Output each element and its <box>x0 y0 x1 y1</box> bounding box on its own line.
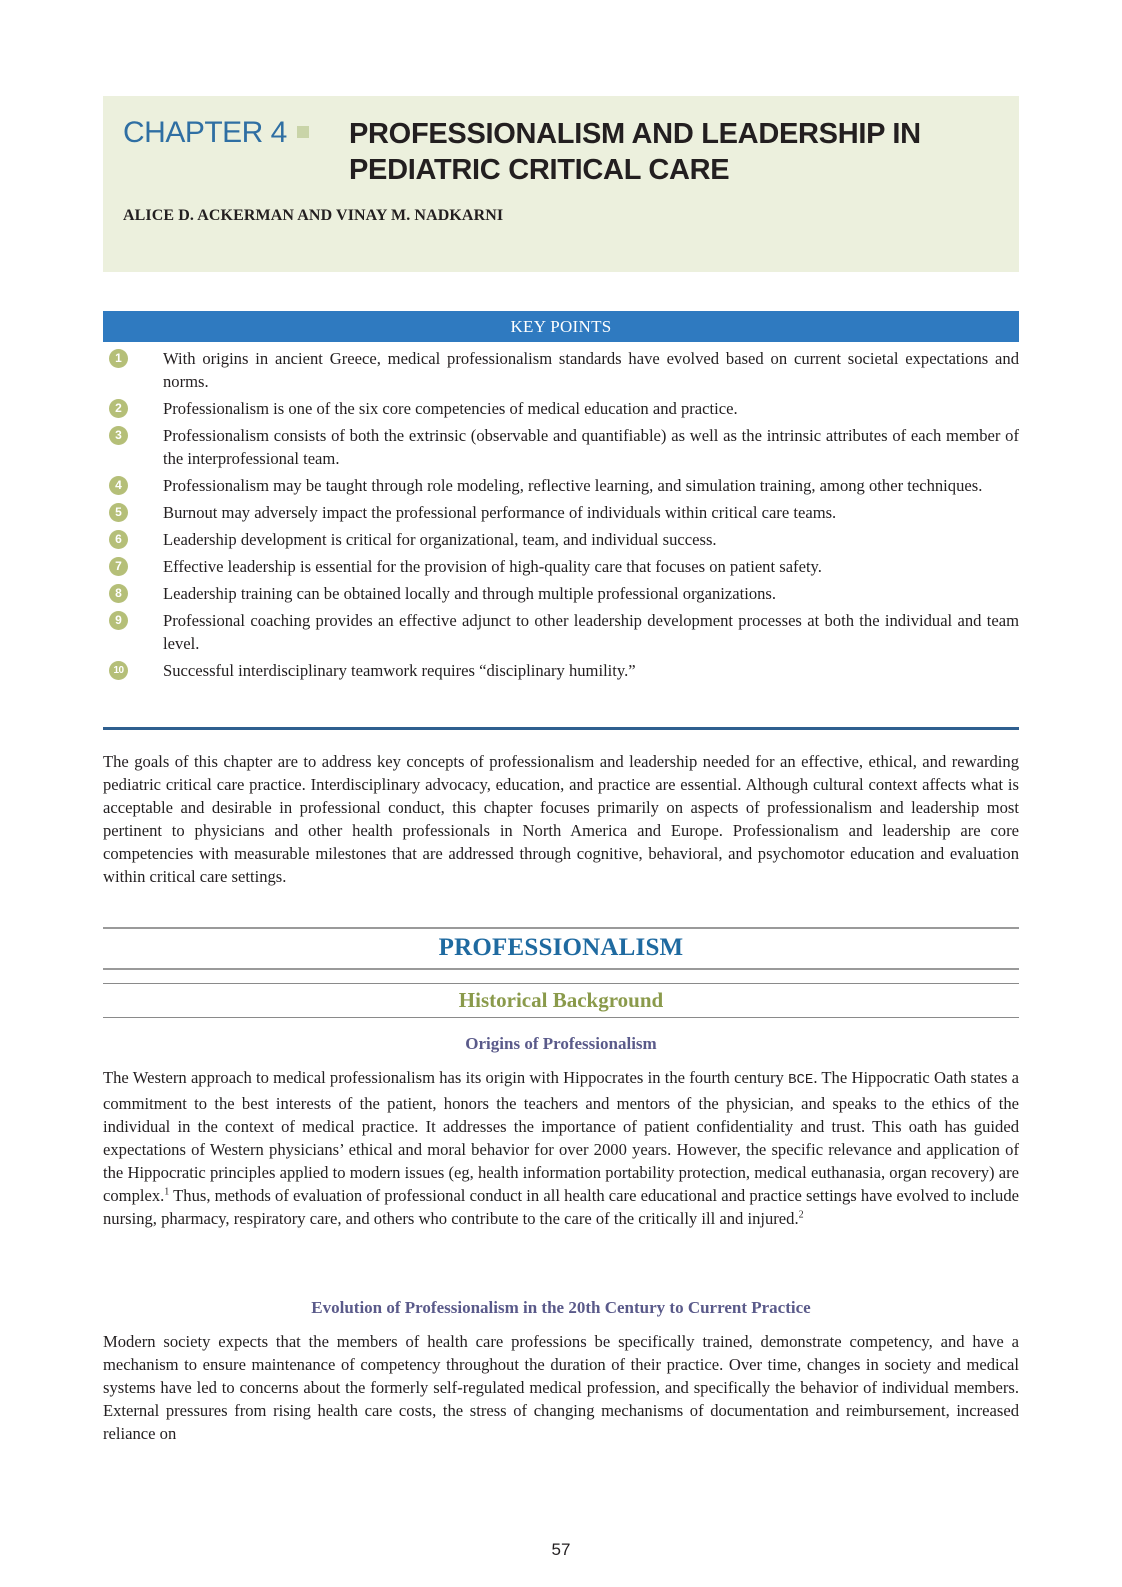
chapter-authors: ALICE D. ACKERMAN AND VINAY M. NADKARNI <box>123 207 504 224</box>
chapter-title-line-1: PROFESSIONALISM AND LEADERSHIP IN <box>349 118 921 150</box>
key-point-text: Professional coaching provides an effective adjunct to other leadership development processes at both the individual and team level. <box>163 611 1019 653</box>
key-point-item <box>103 501 1019 524</box>
section-rule-top <box>103 927 1019 929</box>
section-rule-bottom <box>103 968 1019 970</box>
origins-paragraph <box>103 1066 1019 1230</box>
chapter-header <box>103 96 1019 272</box>
number-circle-icon: 5 <box>109 503 128 522</box>
key-point-item <box>103 555 1019 578</box>
number-circle-icon: 10 <box>109 661 128 680</box>
subsection-rule-bottom <box>103 1017 1019 1018</box>
square-bullet-icon <box>297 126 309 138</box>
key-point-item <box>103 347 1019 393</box>
reference-marker[interactable]: 1 <box>164 1186 170 1198</box>
subsection-rule-top <box>103 983 1019 984</box>
key-points-heading: KEY POINTS <box>103 311 1019 342</box>
key-point-item <box>103 397 1019 420</box>
chapter-title <box>349 116 989 188</box>
key-point-item <box>103 609 1019 655</box>
key-point-text: Successful interdisciplinary teamwork requires “disciplinary humility.” <box>163 661 636 680</box>
number-circle-icon: 6 <box>109 530 128 549</box>
key-point-text: Leadership development is critical for organizational, team, and individual success. <box>163 530 717 549</box>
chapter-number: CHAPTER 4 <box>123 116 287 149</box>
key-point-text: Professionalism consists of both the extrinsic (observable and quantifiable) as well as the intrinsic attributes of each member of the interprofessional team. <box>163 426 1019 468</box>
key-point-text: Professionalism is one of the six core competencies of medical education and practice. <box>163 399 738 418</box>
key-point-item <box>103 659 1019 682</box>
number-circle-icon: 9 <box>109 611 128 630</box>
page-number: 57 <box>551 1540 571 1559</box>
evolution-heading: Evolution of Professionalism in the 20th Century to Current Practice <box>311 1298 811 1317</box>
key-point-text: Leadership training can be obtained locally and through multiple professional organizations. <box>163 584 777 603</box>
key-point-text: With origins in ancient Greece, medical professionalism standards have evolved based on current societal expectations and norms. <box>163 349 1019 391</box>
origins-heading: Origins of Professionalism <box>465 1034 657 1053</box>
number-circle-icon: 2 <box>109 399 128 418</box>
subsection-title: Historical Background <box>458 988 664 1012</box>
key-points-divider <box>103 727 1019 730</box>
number-circle-icon: 4 <box>109 476 128 495</box>
evolution-paragraph: Modern society expects that the members of health care professions be specifically trained, demonstrate competency, and have a mechanism to ensure maintenance of competency throughout the duration of their practice. Over time, changes in society and medical systems have led to concerns about the formerly self-regulated medical profession, and specifically the behavior of individual members. External pressures from rising health care costs, the stress of changing mechanisms of documentation and reimbursement, increased reliance on <box>103 1332 1019 1443</box>
number-circle-icon: 8 <box>109 584 128 603</box>
key-points-list <box>103 347 1019 686</box>
key-point-text: Effective leadership is essential for the provision of high-quality care that focuses on patient safety. <box>163 557 822 576</box>
reference-marker[interactable]: 2 <box>798 1209 804 1221</box>
origins-text-b: . The Hippocratic Oath states a commitment to the best interests of the patient, honors the teachers and mentors of the physician, and speaks to the ethics of the individual in the context of medical practice. It addresses the importance of patient confidentiality and trust. This oath has guided expectations of Western physicians’ ethical and moral behavior for over 2000 years. However, the specific relevance and application of the Hippocratic principles applied to modern issues (eg, health information portability protection, medical euthanasia, organ recovery) are complex. <box>103 1068 1020 1205</box>
number-circle-icon: 7 <box>109 557 128 576</box>
chapter-label <box>123 116 309 150</box>
section-title: PROFESSIONALISM <box>438 934 684 961</box>
chapter-title-line-2: PEDIATRIC CRITICAL CARE <box>349 154 730 186</box>
number-circle-icon: 3 <box>109 426 128 445</box>
origins-text-a: The Western approach to medical professionalism has its origin with Hippocrates in the fourth century <box>103 1068 789 1087</box>
origins-text-c: Thus, methods of evaluation of professional conduct in all health care educational and practice settings have evolved to include nursing, pharmacy, respiratory care, and others who contribute to the care of the critically ill and injured. <box>103 1186 1019 1228</box>
intro-paragraph: The goals of this chapter are to address key concepts of professionalism and leadership needed for an effective, ethical, and rewarding pediatric critical care practice. Interdisciplinary advocacy, education, and practice are essential. Although cultural context affects what is acceptable and desirable in professional conduct, this chapter focuses primarily on aspects of professionalism and leadership most pertinent to physicians and other health professionals in North America and Europe. Professionalism and leadership are core competencies with measurable milestones that are addressed through cognitive, behavioral, and psychomotor education and evaluation within critical care settings. <box>103 752 1019 886</box>
key-point-item <box>103 424 1019 470</box>
key-point-text: Professionalism may be taught through role modeling, reflective learning, and simulation training, among other techniques. <box>163 476 983 495</box>
era-abbreviation: BCE <box>788 1072 814 1088</box>
number-circle-icon: 1 <box>109 349 128 368</box>
key-point-item <box>103 582 1019 605</box>
key-point-item <box>103 528 1019 551</box>
key-point-item <box>103 474 1019 497</box>
key-point-text: Burnout may adversely impact the professional performance of individuals within critical care teams. <box>163 503 837 522</box>
